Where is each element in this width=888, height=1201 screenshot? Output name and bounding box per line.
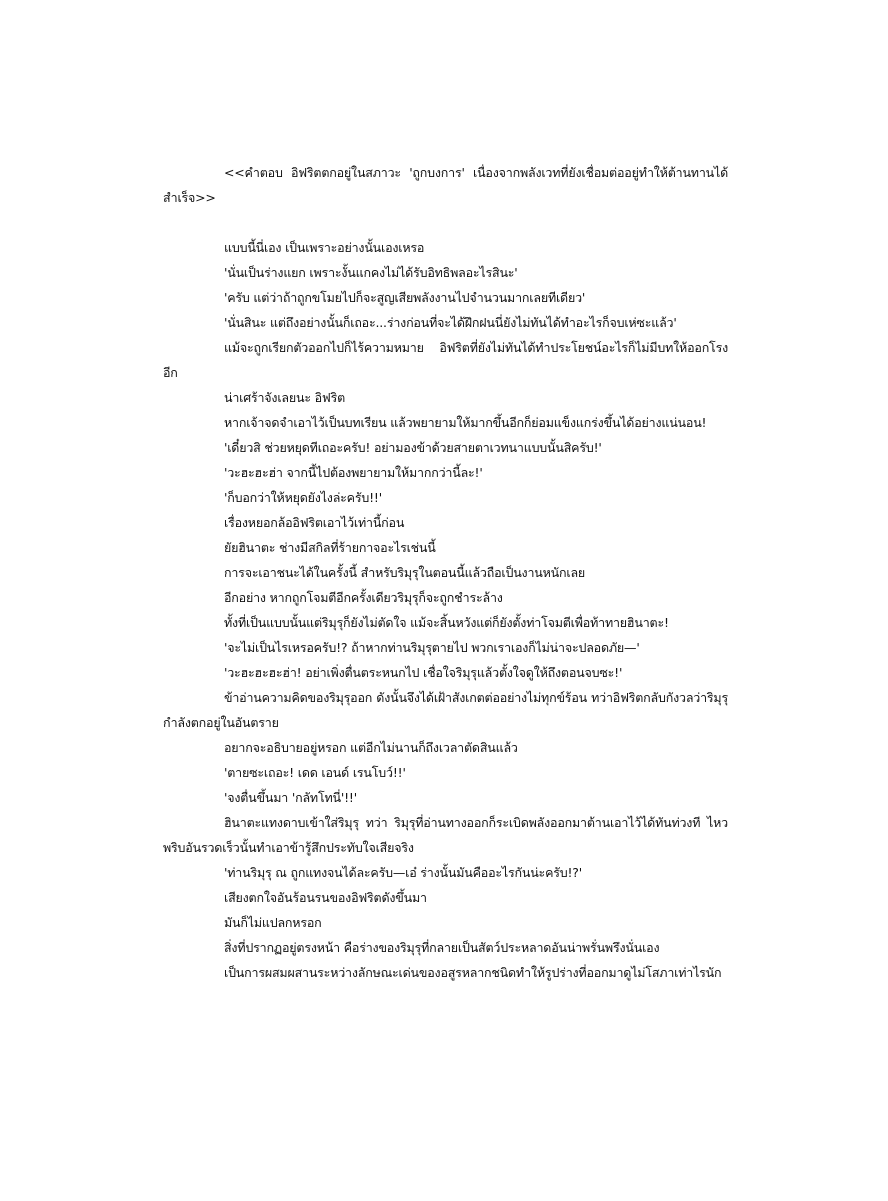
paragraph: แบบนี้นี่เอง เป็นเพราะอย่างนั้นเองเหรอ (224, 240, 425, 255)
paragraph: 'นั่นเป็นร่างแยก เพราะงั้นแกคงไม่ได้รับอิทธิพลอะไรสินะ' (224, 265, 518, 280)
paragraph: เสียงตกใจอันร้อนรนของอิฟริตดังขึ้นมา (224, 890, 427, 905)
paragraph: 'วะฮะฮะฮ่า จากนี้ไปต้องพยายามให้มากกว่านี้ละ!' (224, 465, 483, 480)
paragraph: ทั้งที่เป็นแบบนั้นแต่ริมุรุก็ยังไม่ตัดใจ แม้จะสิ้นหวังแต่ก็ยังตั้งท่าโจมตีเพื่อท้าทายฮินาตะ! (224, 615, 669, 630)
paragraph: ยัยฮินาตะ ช่างมีสกิลที่ร้ายกาจอะไรเช่นนี้ (224, 540, 436, 555)
paragraph: 'จะไม่เป็นไรเหรอครับ!? ถ้าหากท่านริมุรุตายไป พวกเราเองก็ไม่น่าจะปลอดภัย—' (224, 640, 640, 655)
paragraph: เรื่องหยอกล้ออิฟริตเอาไว้เท่านี้ก่อน (224, 515, 405, 530)
paragraph: 'ครับ แต่ว่าถ้าถูกขโมยไปก็จะสูญเสียพลังงานไปจำนวนมากเลยทีเดียว' (224, 290, 586, 305)
paragraph: ข้าอ่านความคิดของริมุรุออก ดังนั้นจึงได้เฝ้าสังเกตต่ออย่างไม่ทุกข์ร้อน ทว่าอิฟริตกลับกังวลว่าริมุรุกำลังตกอยู่ในอันตราย (163, 690, 728, 730)
paragraph: มันก็ไม่แปลกหรอก (224, 915, 322, 930)
paragraph-answer: <<คำตอบ อิฟริตตกอยู่ในสภาวะ 'ถูกบงการ' เนื่องจากพลังเวทที่ยังเชื่อมต่ออยู่ทำให้ต้านทานได้สำเร็จ>> (163, 165, 728, 205)
paragraph: น่าเศร้าจังเลยนะ อิฟริต (224, 390, 346, 405)
paragraph: 'จงตื่นขึ้นมา 'กลัทโทนี่'!!' (224, 790, 357, 805)
paragraph: หากเจ้าจดจำเอาไว้เป็นบทเรียน แล้วพยายามให้มากขึ้นอีกก็ย่อมแข็งแกร่งขึ้นได้อย่างแน่นอน! (224, 415, 707, 430)
paragraph: อยากจะอธิบายอยู่หรอก แต่อีกไม่นานก็ถึงเวลาตัดสินแล้ว (224, 740, 518, 755)
paragraph: เป็นการผสมผสานระหว่างลักษณะเด่นของอสูรหลากชนิดทำให้รูปร่างที่ออกมาดูไม่โสภาเท่าไรนัก (224, 965, 722, 980)
paragraph: ฮินาตะแทงดาบเข้าใส่ริมุรุ ทว่า ริมุรุที่อ่านทางออกก็ระเบิดพลังออกมาต้านเอาไว้ได้ทันท่วงที ไหวพริบอันรวดเร็วนั้นทำเอาข้ารู้สึกประทับใจเสียจริง (163, 815, 728, 855)
paragraph: 'เดี๋ยวสิ ช่วยหยุดทีเถอะครับ! อย่ามองข้าด้วยสายตาเวทนาแบบนั้นสิครับ!' (224, 440, 602, 455)
paragraph: 'ท่านริมุรุ ณ ถูกแทงจนได้ละครับ—เอ๋ ร่างนั้นมันคืออะไรกันน่ะครับ!?' (224, 865, 582, 880)
paragraph: 'ตายซะเถอะ! เดด เอนด์ เรนโบว์!!' (224, 765, 406, 780)
paragraph: 'นั่นสินะ แต่ถึงอย่างนั้นก็เถอะ...ร่างก่อนที่จะได้ฝึกฝนนี่ยังไม่ทันได้ทำอะไรก็จบเห่ซะแล้ว' (224, 315, 677, 330)
paragraph: แม้จะถูกเรียกตัวออกไปก็ไร้ความหมาย อิฟริตที่ยังไม่ทันได้ทำประโยชน์อะไรก็ไม่มีบทให้ออกโรงอีก (163, 340, 728, 380)
paragraph: 'วะฮะฮะฮะฮ่า! อย่าเพิ่งตื่นตระหนกไป เชื่อใจริมุรุแล้วตั้งใจดูให้ถึงตอนจบซะ!' (224, 665, 623, 680)
paragraph: 'ก็บอกว่าให้หยุดยังไงล่ะครับ!!' (224, 490, 382, 505)
paragraph: การจะเอาชนะได้ในครั้งนี้ สำหรับริมุรุในตอนนี้แล้วถือเป็นงานหนักเลย (224, 565, 586, 580)
paragraph: อีกอย่าง หากถูกโจมตีอีกครั้งเดียวริมุรุก็จะถูกชำระล้าง (224, 590, 503, 605)
paragraph: สิ่งที่ปรากฏอยู่ตรงหน้า คือร่างของริมุรุที่กลายเป็นสัตว์ประหลาดอันน่าพรั่นพรึงนั่นเอง (224, 940, 660, 955)
blank-line (163, 210, 728, 235)
document-body (163, 160, 728, 985)
